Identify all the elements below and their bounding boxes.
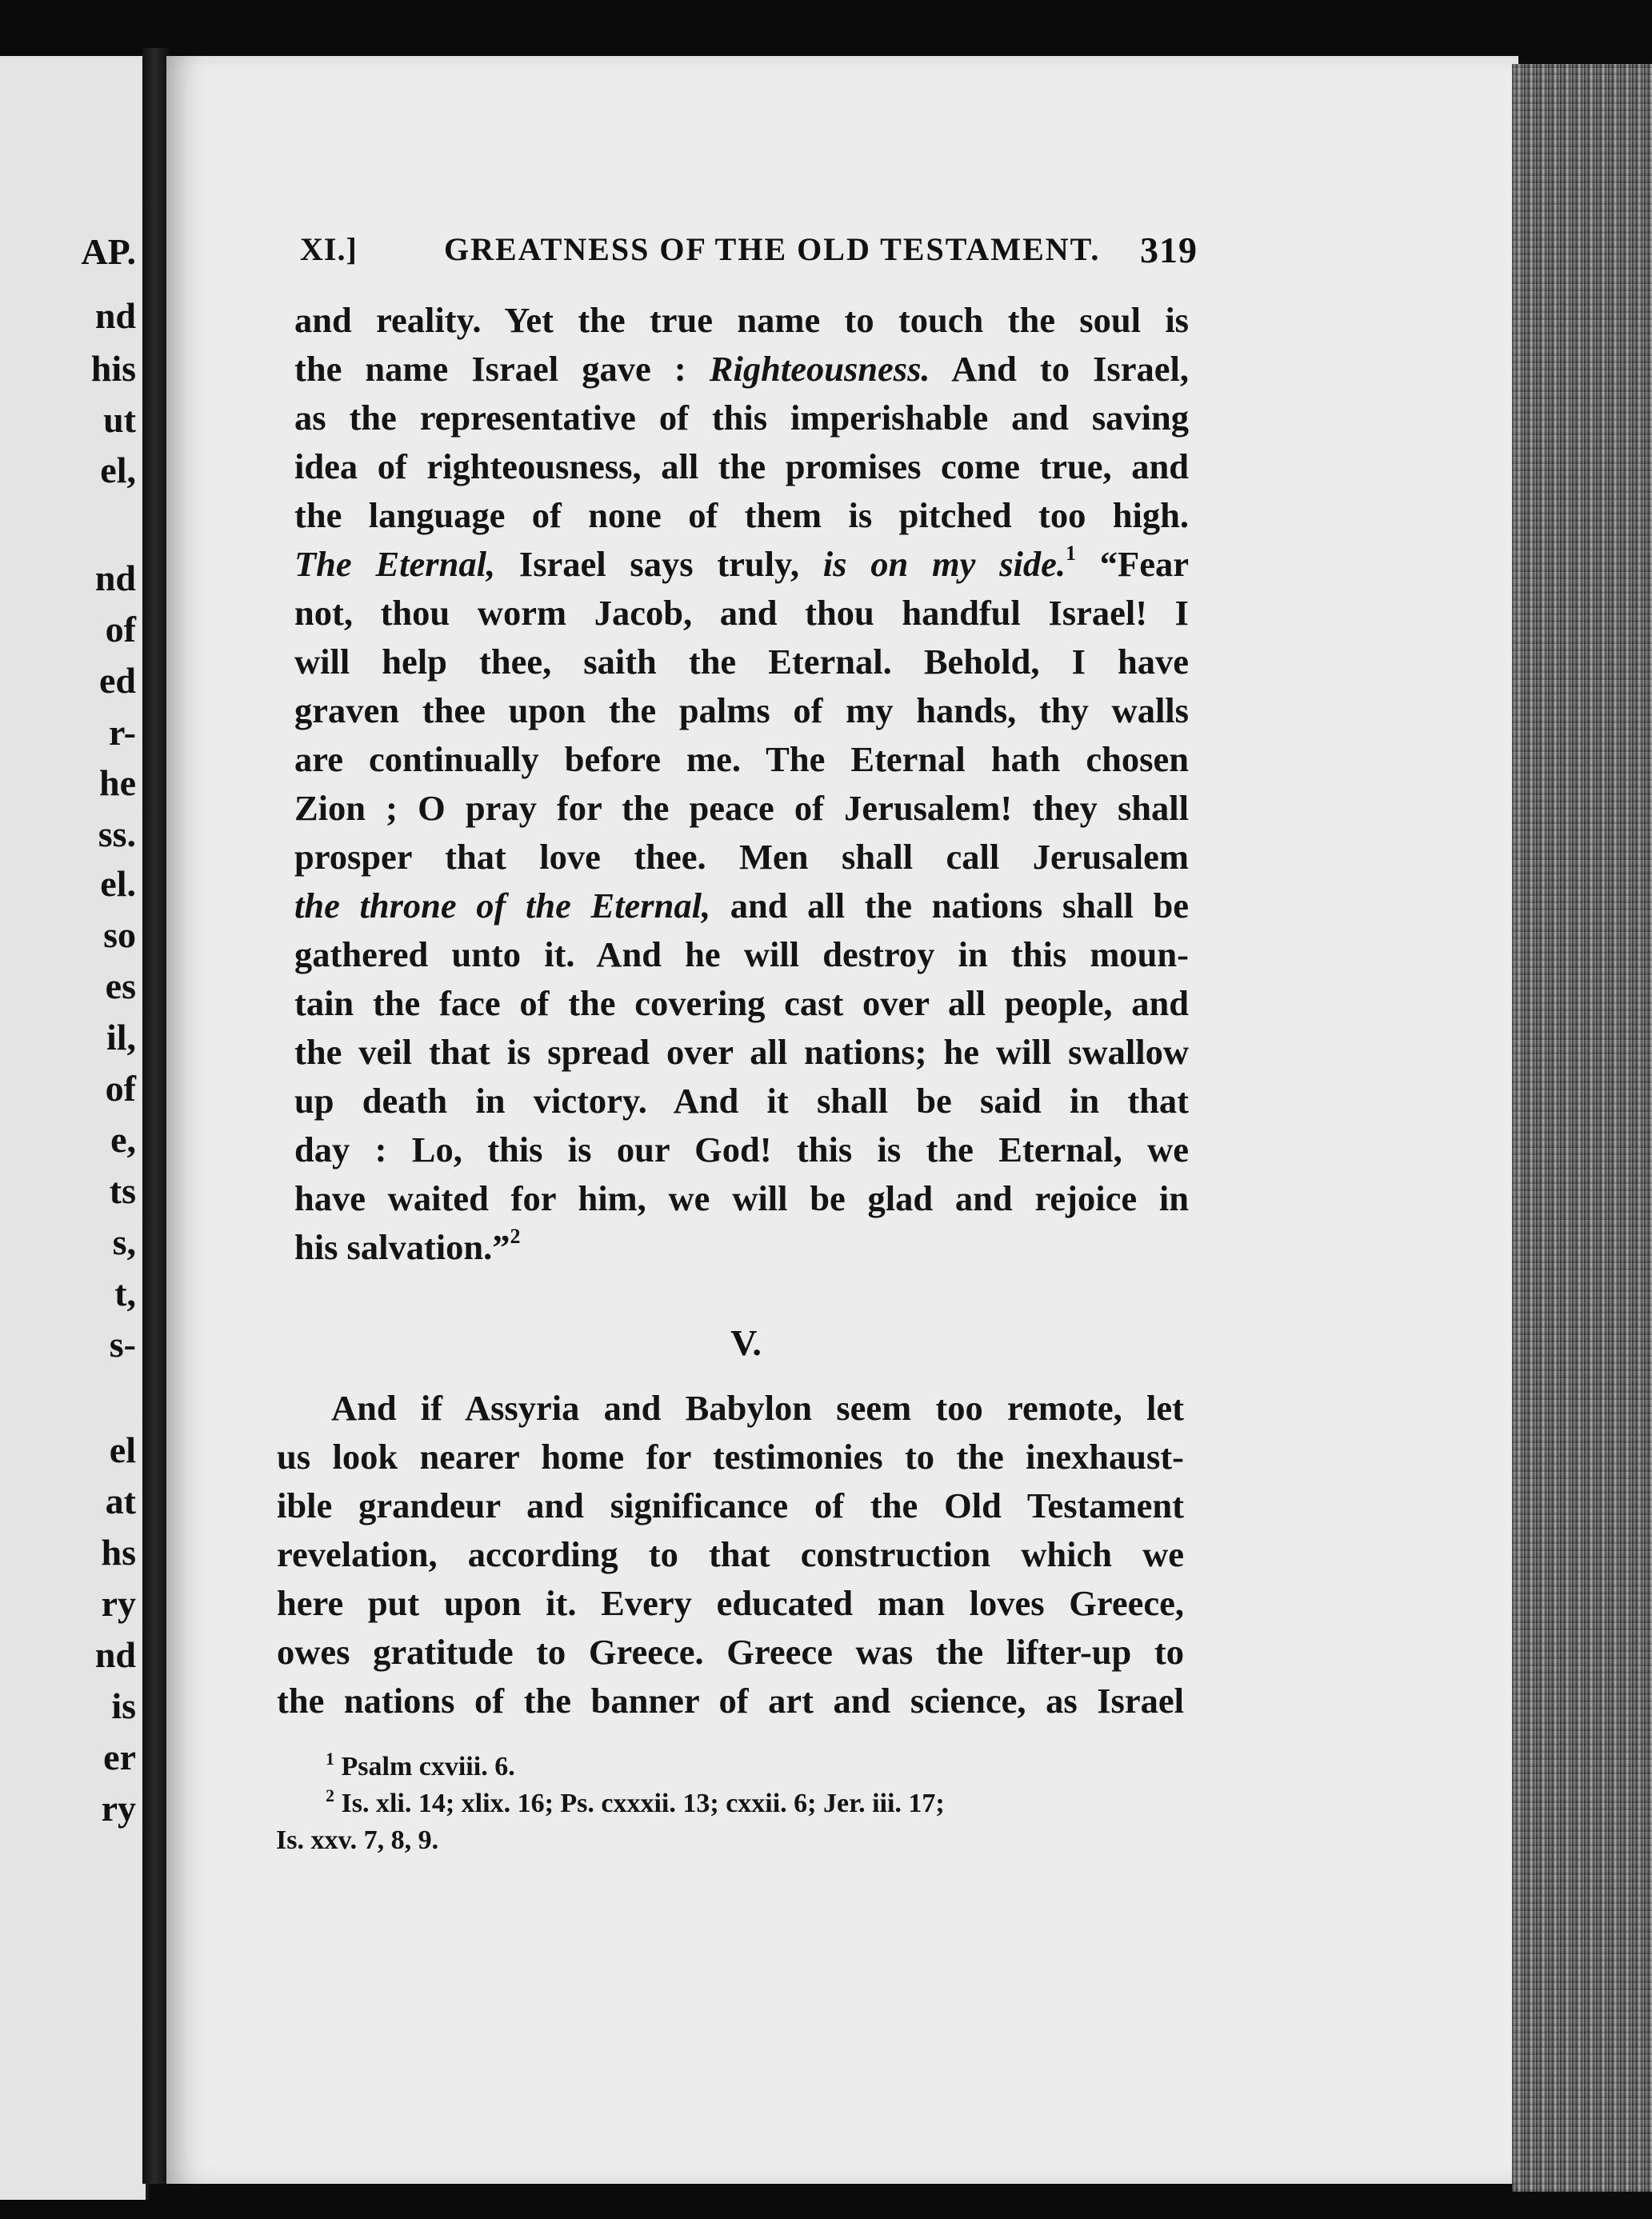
text-line: gathered unto it. And he will destroy in this moun-: [294, 934, 1189, 974]
footnote-text: Psalm cxviii. 6.: [341, 1752, 515, 1781]
text-line: and reality. Yet the true name to touch the soul is: [294, 300, 1189, 340]
facing-page-fragment: es: [105, 966, 136, 1006]
text-line: will help thee, saith the Eternal. Behold, I have: [294, 642, 1189, 682]
facing-page-fragment: nd: [94, 558, 136, 598]
text-line: as the representative of this imperishable and saving: [294, 398, 1189, 438]
facing-page-fragment: t,: [114, 1273, 136, 1313]
text-line: here put upon it. Every educated man loves Greece,: [277, 1583, 1184, 1623]
facing-page-fragment: ss.: [98, 814, 136, 854]
text-line: prosper that love thee. Men shall call Jerusalem: [294, 837, 1189, 877]
facing-page-fragment: il,: [106, 1017, 136, 1058]
text-line: graven thee upon the palms of my hands, thy walls: [294, 690, 1189, 730]
facing-page-fragment: s,: [112, 1221, 136, 1262]
facing-page-fragment: ts: [109, 1170, 136, 1211]
text-line: up death in victory. And it shall be said in that: [294, 1081, 1189, 1121]
text-line: the throne of the Eternal, and all the nations shall be: [294, 886, 1189, 926]
section-heading: [0, 1321, 1652, 1364]
facing-page-fragment: s-: [109, 1324, 136, 1365]
body-text: [294, 296, 1189, 1272]
text-line: tain the face of the covering cast over all people, and: [294, 983, 1189, 1023]
text-line: day : Lo, this is our God! this is the Eternal, we: [294, 1129, 1189, 1169]
facing-page-fragment: is: [111, 1685, 136, 1726]
facing-page: [0, 56, 149, 2200]
facing-page-fragment: he: [99, 762, 136, 803]
facing-page-fragment: el: [109, 1429, 136, 1470]
facing-page-fragment: r-: [108, 712, 136, 753]
facing-page-fragment: ed: [99, 660, 136, 701]
text-line: owes gratitude to Greece. Greece was the lifter-up to: [277, 1632, 1184, 1672]
footnote-marker: 1: [326, 1749, 334, 1769]
running-title: GREATNESS OF THE OLD TESTAMENT.: [444, 231, 1101, 267]
text-line: the language of none of them is pitched too high.: [294, 495, 1189, 535]
text-line: the veil that is spread over all nations; he will swallow: [294, 1032, 1189, 1072]
footnote-text: Is. xli. 14; xlix. 16; Ps. cxxxii. 13; cxxii. 6; Jer. iii. 17;: [341, 1789, 945, 1818]
facing-page-fragment: ry: [101, 1583, 136, 1624]
facing-page-fragment: el,: [100, 450, 136, 490]
section-marker: XI.]: [300, 231, 358, 267]
footnote-2-continued: Is. xxv. 7, 8, 9.: [276, 1825, 439, 1855]
text-line: not, thou worm Jacob, and thou handful Israel! I: [294, 593, 1189, 633]
text-line: And if Assyria and Babylon seem too remote, let: [331, 1388, 1184, 1428]
page-number: 319: [1140, 230, 1198, 270]
facing-page-fragment: nd: [94, 295, 136, 336]
text-line: are continually before me. The Eternal hath chosen: [294, 739, 1189, 779]
facing-page-fragment: er: [103, 1737, 136, 1777]
footnote-marker: 2: [326, 1785, 334, 1805]
facing-page-fragment: his: [90, 348, 136, 389]
footnotes: [276, 1749, 1188, 1859]
facing-page-fragment: so: [103, 914, 136, 955]
facing-page-fragment: at: [105, 1481, 136, 1521]
facing-page-fragment: e,: [110, 1119, 136, 1160]
facing-page-fragment: AP.: [81, 231, 136, 272]
page-edges: [1512, 64, 1652, 2192]
text-line: have waited for him, we will be glad and rejoice in: [294, 1178, 1189, 1218]
text-line: idea of righteousness, all the promises come true, and: [294, 446, 1189, 486]
facing-page-fragment: nd: [94, 1634, 136, 1675]
section-numeral: V.: [730, 1322, 762, 1363]
facing-page-fragment: el.: [100, 863, 136, 904]
text-line: the nations of the banner of art and science, as Israel: [277, 1681, 1184, 1721]
text-line: ible grandeur and significance of the Old Testament: [277, 1485, 1184, 1525]
text-line: The Eternal, Israel says truly, is on my side.$^1$ “Fear: [294, 542, 1189, 584]
facing-page-fragment: of: [105, 1068, 136, 1109]
facing-page-fragment: ry: [101, 1788, 136, 1829]
body-text-section-v: [277, 1384, 1184, 1725]
book-gutter: [142, 48, 170, 2184]
footnote-2: [276, 1785, 1188, 1822]
facing-page-fragment: hs: [101, 1532, 136, 1573]
facing-page-fragment: ut: [103, 399, 136, 440]
text-line: revelation, according to that construction which we: [277, 1534, 1184, 1574]
text-line: his salvation.”$^2$: [294, 1225, 521, 1267]
running-head: [300, 230, 1196, 278]
footnote-1: [276, 1749, 1188, 1785]
text-line: Zion ; O pray for the peace of Jerusalem! they shall: [294, 788, 1189, 828]
text-line: the name Israel gave : Righteousness. And to Israel,: [294, 349, 1189, 389]
facing-page-fragment: of: [105, 609, 136, 650]
text-line: us look nearer home for testimonies to the inexhaust-: [277, 1437, 1184, 1477]
